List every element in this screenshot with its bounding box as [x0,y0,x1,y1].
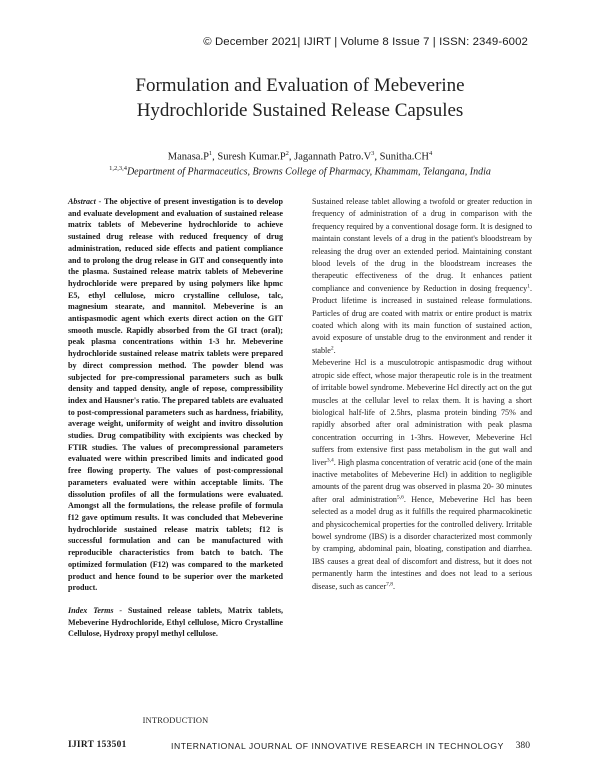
footer-journal-name: INTERNATIONAL JOURNAL OF INNOVATIVE RESEARCH IN TECHNOLOGY [171,741,504,751]
author-name: Jagannath Patro.V [294,151,372,163]
section-heading-introduction: INTRODUCTION [142,716,209,725]
author-name: Sunitha.CH [379,151,429,163]
author-list: $Manasa.P^1$, Suresh $Kumar.P^2$, Jagannath $Patro.V^3$, $Sunitha.CH^4$ [167,150,433,163]
body-text: . Hence, Mebeverine Hcl has been selected as a model drug as it fulfills the required pharmacokinetic and physicochemical properties for the controlled delivery. Irritable bowel syndrome (IBS) is a disorder characterized most commonly by cramping, abdominal pain, bloating, constipation and diarrhea. IBS causes a great deal of discomfort and distress, but it does not permanently harm the intestines and does not lead to a serious disease, such as cancer [312,494,532,591]
body-paragraph [312,357,532,593]
citation-ref: 1 [527,283,530,290]
author-name: Manasa.P [167,151,209,163]
body-text: . [393,581,396,591]
body-paragraph [312,196,532,357]
index-terms-label: Index Terms - [68,605,123,615]
body-text: . High plasma concentration of veratric acid (one of the main inactive metabolites of Mebeverine Hcl) in addition to negligible amounts of the parent drug was observed in plasma 20- 30 minutes after oral administration [312,457,532,504]
citation-ref: 5,6 [396,494,404,501]
citation-ref: 7,8 [386,580,394,587]
abstract-label: Abstract - [68,197,102,206]
body-text: . [333,345,336,355]
author-name: Suresh Kumar.P [217,151,286,163]
author-sup: 4 [428,150,433,157]
author-sup: 1 [208,150,213,157]
abstract [68,196,283,594]
page-number: 380 [515,740,530,751]
affiliation-sup: 1,2,3,4 [109,165,127,172]
index-terms [68,605,283,640]
footer-paper-id: IJIRT 153501 [68,740,127,750]
body-text: Mebeverine Hcl is a musculotropic antispasmodic drug without atropic side effect, whose major therapeutic role is in the treatment of irritable bowel syndrome. Mebeverine Hcl directly act on the gut muscles at the cellular level to relax them. It is having a short biological half-life of 2.5hrs, plasma protein binding 75% and rapidly absorbed after oral administration with peak plasma concentration occurring in 1-3hrs. However, Mebeverine Hcl suffers from extensive first pass metabolism in the gut wall and liver [312,358,532,467]
affiliation-text: Department of Pharmaceutics, Browns College of Pharmacy, Khammam, Telangana, India [126,166,491,178]
body-text: . Product lifetime is increased in sustained release formulations. Particles of drug are coated with matrix or entire product is matrix coated which along with its main function of sustained action, avoid exposure of unstable drug to the environment and render it stable [312,283,532,355]
title-line-2: Hydrochloride Sustained Release Capsules [136,99,464,121]
abstract-text: The objective of present investigation is to develop and evaluate development and evaluation of sustained release matrix tablets of Mebeverine hydrochloride to achieve sustained drug release with reduced frequency of drug administration, reduced side effects and patient compliance and to prolong the drug release in GIT and consequently into the plasma. Sustained release matrix tablets of Mebeverine hydrochloride were prepared by using polymers like hpmc E5, ethyl cellulose, micro crystalline cellulose, talc, magnesium stearate, and mannitol. Mebeverine is an antispasmodic agent which exerts direct action on the GIT smooth muscle. Rapidly absorbed from the GI tract (oral); peak plasma concentrations within 1-3 hr. Mebeverine hydrochloride sustained release matrix tablets were prepared by direct compression method. The powder blend was subjected for pre-compressional parameters such as bulk density and tapped density, angle of repose, compressibility index and Hausner's ratio. The prepared tablets are evaluated to post-compressional parameters such as hardness, friability, average weight, uniformity of weight and invitro dissolution studies. Drug compatibility with excipients was checked by FTIR studies. The values of precompressional parameters evaluated were within prescribed limits and indicated good free flowing property. The values of post-compressional parameters evaluated were within acceptable limits. The dissolution profiles of all the formulations were evaluated. Amongst all the formulations, the release profile of formula f12 gave optimum results. It was concluded that Mebeverine hydrochloride sustained release matrix tablets; f12 is successful formulation and can be manufactured with reproducible characteristics from batch to batch. The optimized formulation (F12) was compared to the marketed product and hence found to be superior over the marketed product. [68,197,283,593]
left-column [68,196,283,640]
author-sup: 3 [371,150,375,157]
body-text: Sustained release tablet allowing a twofold or greater reduction in frequency of administration of a drug in comparison with the frequency required by a conventional dosage form. It is designed to maintain constant levels of a drug in the patient's bloodstream by releasing the drug over an extended period. Maintaining constant blood levels of the drug in the bloodstream increases the therapeutic effectiveness of the drug. It enhances patient compliance and convenience by Reduction in dosing frequency [312,197,532,293]
title-line-1: Formulation and Evaluation of Mebeverine [135,75,465,96]
affiliation [0,165,600,177]
citation-ref: 3,4 [326,456,334,463]
author-sup: 2 [285,150,289,157]
citation-ref: 2 [330,345,334,352]
journal-header: © December 2021| IJIRT | Volume 8 Issue 7 | ISSN: 2349-6002 [203,36,528,48]
paper-title [0,74,600,123]
index-terms-text: Sustained release tablets, Matrix tablets, Mebeverine Hydrochloride, Ethyl cellulose, Micro Crystalline Cellulose, Hydroxy propyl methyl cellulose. [68,605,283,639]
right-column [312,196,532,593]
